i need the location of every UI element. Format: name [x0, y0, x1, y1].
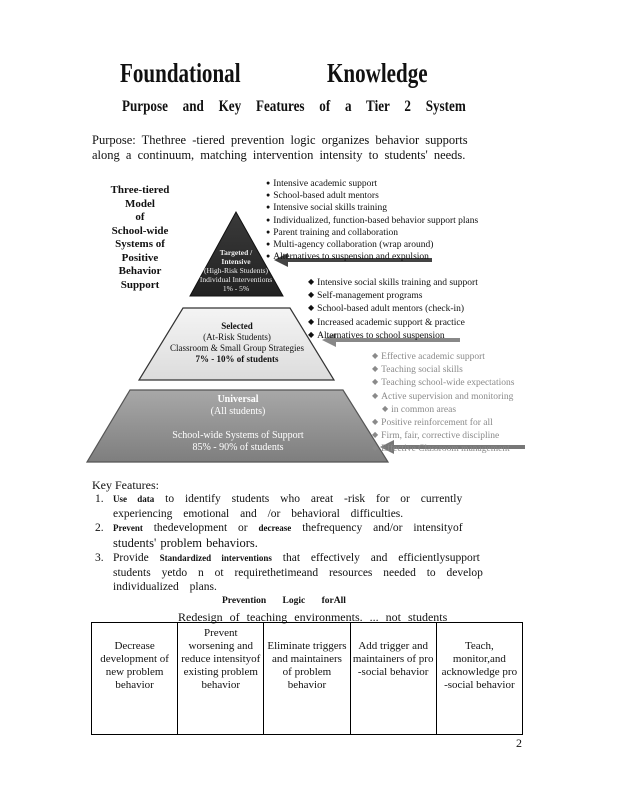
title-word-1: Foundational: [120, 58, 241, 88]
prevention-logic-table: [91, 622, 523, 735]
item-number: 1.: [95, 493, 104, 505]
tier-line: [140, 418, 336, 430]
tier-line: Universal: [217, 394, 259, 405]
tier-line: Targeted /: [219, 248, 253, 257]
tier-line: Selected: [221, 321, 253, 331]
prevention-logic-subtitle: Redesign of teaching environments. ... not students: [178, 610, 448, 624]
list-item: ● School-based adult mentors: [266, 190, 478, 202]
list-item: ◆ in common areas: [372, 403, 515, 416]
list-item: ◆ Increased academic support & practice: [308, 316, 478, 329]
list-item: ◆ Teaching social skills: [372, 363, 515, 376]
item-body: that effectively and efficientlysupport students yetdo n ot requirethetimeand resources needed to develop individualized plans.: [113, 552, 483, 593]
tier-line: Individual Interventions: [199, 275, 273, 284]
tier-line: (All students): [210, 406, 266, 417]
tier-line: 7% - 10% of students: [195, 354, 279, 364]
model-title-line: Systems of: [115, 238, 165, 250]
model-title-line: Model: [125, 197, 155, 210]
item-body: students' problem behaviors.: [113, 535, 258, 550]
list-item: ◆ Effective Classroom management: [372, 442, 515, 455]
item-text: [113, 551, 493, 595]
item-body: to identify students who areat -risk for or currently experiencing emotional and /or behavioral difficulties.: [113, 493, 463, 520]
subtitle-text: Purpose and Key Features of a Tier 2 System: [122, 98, 466, 115]
list-item: ◆ Alternatives to school suspension: [308, 329, 478, 342]
list-item: ◆ Effective academic support: [372, 350, 515, 363]
list-item: ● Individualized, function-based behavior support plans: [266, 215, 478, 227]
purpose-paragraph: Purpose: Thethree -tiered prevention logic organizes behavior supports along a continuum, matching intervention intensity to students' needs.: [92, 133, 468, 162]
item-number: 3.: [95, 552, 104, 564]
item-body: thefrequency and/or intensityof: [291, 522, 463, 534]
list-item: ● Intensive social skills training: [266, 202, 478, 214]
model-title-line: School-wide: [111, 224, 169, 237]
tier-line: (At-Risk Students): [203, 332, 271, 342]
tier-universal-label: [140, 394, 336, 454]
key-features-heading: Key Features:: [92, 478, 159, 492]
item-lead: Prevent: [113, 523, 143, 533]
list-item: ◆ School-based adult mentors (check-in): [308, 302, 478, 315]
model-title-line: Behavior: [118, 265, 162, 277]
item-body: thedevelopment or: [142, 522, 259, 534]
tier-line: Intensive: [221, 257, 251, 266]
prevention-logic-title: Prevention Logic forAll: [222, 596, 346, 606]
list-item: ◆ Intensive social skills training and support: [308, 276, 478, 289]
list-item: ● Parent training and collaboration: [266, 227, 478, 239]
tier-line: Classroom & Small Group Strategies: [170, 343, 304, 353]
item-body: Provide: [113, 552, 160, 564]
item-lead: Standardized interventions: [159, 553, 272, 563]
item-number: 2.: [95, 522, 104, 534]
item-text: [113, 521, 493, 551]
model-title-line: Support: [120, 278, 160, 291]
list-item: ◆ Active supervision and monitoring: [372, 390, 515, 403]
list-item: ● Intensive academic support: [266, 178, 478, 190]
model-title-line: of: [135, 211, 145, 223]
intensive-support-list: [266, 178, 478, 263]
tier-line: 1% - 5%: [222, 284, 250, 293]
list-item: ● Alternatives to suspension and expulsion: [266, 251, 478, 263]
selected-support-list: [308, 276, 478, 342]
key-feature-item: [95, 492, 490, 522]
list-item: ◆ Teaching school-wide expectations: [372, 376, 515, 389]
table-cell: Eliminate triggers and maintainers of problem behavior: [264, 623, 350, 735]
tier-line: School-wide Systems of Support: [172, 430, 304, 441]
page-number: 2: [516, 736, 522, 750]
model-title-line: Three-tiered: [110, 184, 170, 196]
model-title-line: Positive: [121, 251, 159, 264]
table-cell: Prevent worsening and reduce intensityof existing problem behavior: [178, 623, 264, 735]
table-row: [92, 623, 523, 735]
item-lead: decrease: [258, 523, 292, 533]
table-cell: Add trigger and maintainers of pro -social behavior: [350, 623, 436, 735]
title-word-2: Knowledge: [327, 58, 428, 88]
universal-support-list: [372, 350, 515, 456]
list-item: ● Multi-agency collaboration (wrap around): [266, 239, 478, 251]
item-lead: Use data: [113, 494, 155, 504]
tier-line: (High-Risk Students): [204, 266, 268, 275]
table-cell: Teach, monitor,and acknowledge pro -social behavior: [436, 623, 522, 735]
list-item: ◆ Self-management programs: [308, 289, 478, 302]
item-text: [113, 492, 493, 521]
key-feature-item: [95, 551, 490, 596]
list-item: ◆ Positive reinforcement for all: [372, 416, 515, 429]
tier-targeted-label: [196, 248, 276, 293]
key-feature-item: [95, 521, 490, 551]
list-item: ◆ Firm, fair, corrective discipline: [372, 429, 515, 442]
tier-line: 85% - 90% of students: [192, 442, 284, 453]
tier-selected-label: [150, 321, 324, 365]
table-cell: Decrease development of new problem behavior: [92, 623, 178, 735]
